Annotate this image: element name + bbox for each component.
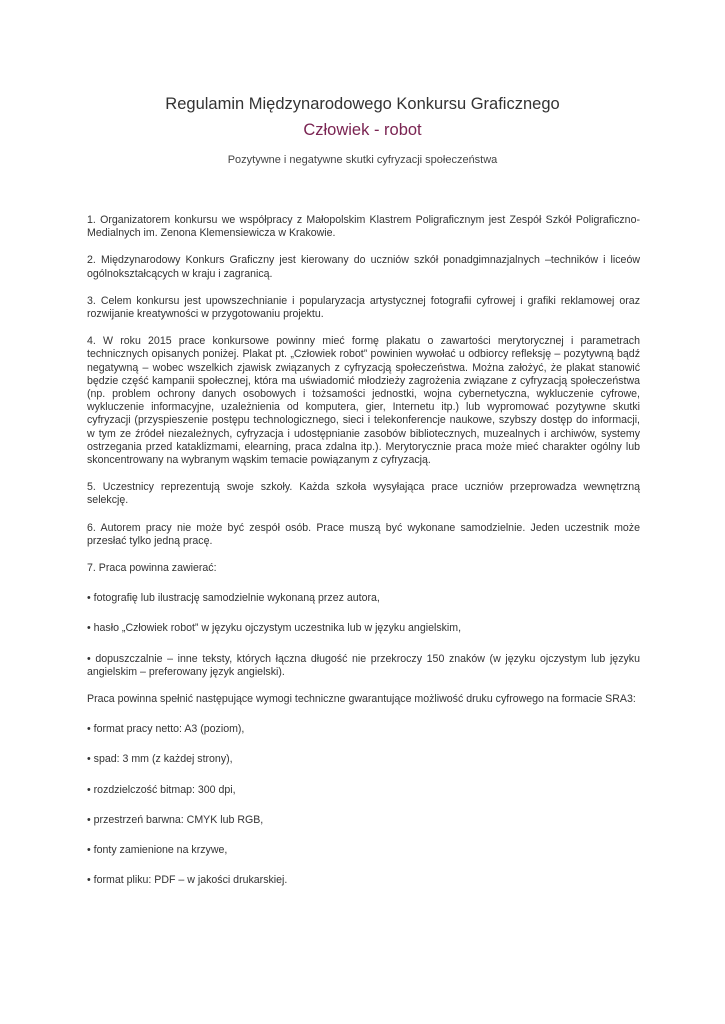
- regulations-body: [87, 214, 640, 888]
- paragraph-5: 5. Uczestnicy reprezentują swoje szkoły. Każda szkoła wysyłająca prace uczniów przeprowadza wewnętrzną selekcję.: [87, 481, 640, 507]
- list-item-color-space: • przestrzeń barwna: CMYK lub RGB,: [87, 813, 264, 826]
- list-item-format: • format pracy netto: A3 (poziom),: [87, 723, 245, 736]
- paragraph-4: 4. W roku 2015 prace konkursowe powinny mieć formę plakatu o zawartości merytorycznej i parametrach technicznych opisanych poniżej. Plakat pt. „Człowiek robot” powinien wywołać u odbiorcy refleksję – pozytywną bądź negatywną – wobec wszelkich zjawisk związanych z cyfryzacją społeczeństwa. Można założyć, że plakat stanowić będzie część kampanii społecznej, która ma uświadomić młodzieży zagrożenia związane z cyfryzacją społeczeństwa (np. problem ochrony danych osobowych i tożsamości jednostki, wojna cybernetyczna, wykluczenie cyfrowe, wykluczenie informacyjne, uzależnienia od komputera, gier, Internetu itp.) lub wypromować pozytywne skutki cyfryzacji (przyspieszenie postępu technologicznego, sieci i telekonferencje naukowe, szybszy dostęp do informacji, w tym ze źródeł niezależnych, cyfryzacja i udostępnianie zasobów bibliotecznych, muzealnych i archiwów, systemy ostrzegania przed kataklizmami, elearning, praca zdalna itp.). Merytorycznie praca może mieć charakter ogólny lub skoncentrowany na wybranym wąskim temacie powiązanym z cyfryzacją.: [87, 335, 640, 467]
- list-item-photo: • fotografię lub ilustrację samodzielnie wykonaną przez autora,: [87, 592, 380, 605]
- technical-requirements-intro: Praca powinna spełnić następujące wymogi techniczne gwarantujące możliwość druku cyfrowego na formacie SRA3:: [87, 693, 636, 706]
- list-item-file-format: • format pliku: PDF – w jakości drukarskiej.: [87, 874, 288, 887]
- paragraph-1: 1. Organizatorem konkursu we współpracy z Małopolskim Klastrem Poligraficznym jest Zespół Szkół Poligraficzno-Medialnych im. Zenona Klemensiewicza w Krakowie.: [87, 214, 640, 240]
- paragraph-3: 3. Celem konkursu jest upowszechnianie i popularyzacja artystycznej fotografii cyfrowej i grafiki reklamowej oraz rozwijanie kreatywności w przygotowaniu projektu.: [87, 294, 640, 321]
- list-item-resolution: • rozdzielczość bitmap: 300 dpi,: [87, 783, 236, 796]
- list-item-other-texts: • dopuszczalnie – inne teksty, których łączna długość nie przekroczy 150 znaków (w języku ojczystym lub języku angielskim – preferowany język angielski).: [87, 652, 640, 678]
- paragraph-7: 7. Praca powinna zawierać:: [87, 562, 217, 575]
- list-item-fonts: • fonty zamienione na krzywe,: [87, 844, 228, 857]
- document-tagline: Pozytywne i negatywne skutki cyfryzacji społeczeństwa: [227, 154, 498, 166]
- paragraph-2: 2. Międzynarodowy Konkurs Graficzny jest kierowany do uczniów szkół ponadgimnazjalnych –techników i liceów ogólnokształcących w kraju i zagranicą.: [87, 254, 640, 280]
- document-title: Regulamin Międzynarodowego Konkursu Graficznego: [165, 95, 560, 113]
- list-item-bleed: • spad: 3 mm (z każdej strony),: [87, 753, 233, 766]
- list-item-slogan: • hasło „Człowiek robot” w języku ojczystym uczestnika lub w języku angielskim,: [87, 622, 462, 635]
- paragraph-6: 6. Autorem pracy nie może być zespół osób. Prace muszą być wykonane samodzielnie. Jeden uczestnik może przesłać tylko jedną pracę.: [87, 521, 640, 547]
- document-subtitle: Człowiek - robot: [303, 121, 422, 139]
